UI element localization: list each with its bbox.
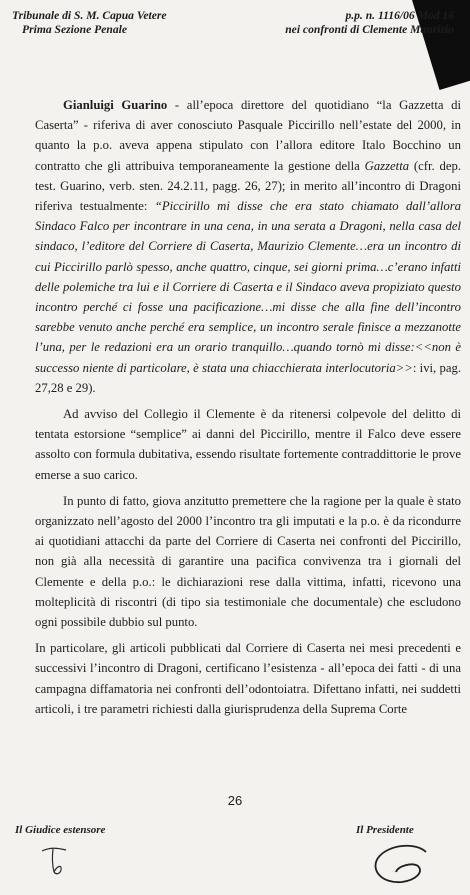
- newspaper-title: Gazzetta: [364, 158, 410, 173]
- page-number: 26: [227, 793, 243, 808]
- paragraph-articles: In particolare, gli articoli pubblicati dal Corriere di Caserta nei mesi precedenti e successivi l’incontro di Dragoni, certificano l’esistenza - all’epoca dei fatti - di una campagna diffamatoria nei confronti dell’odontoiatra. Difettano infatti, nei suddetti articoli, i tre parametri richiesti dalla giurisprudenza della Suprema Corte: [35, 641, 461, 716]
- judge-signature-icon: [38, 842, 72, 878]
- header-case-subject: nei confronti di Clemente Maurizio: [285, 23, 454, 36]
- president-signature-icon: [366, 842, 436, 890]
- paragraph-text: : ivi, pag. 27,28 e 29).: [35, 360, 461, 395]
- paragraph-facts: In punto di fatto, giova anzitutto premettere che la ragione per la quale è stato organizzato nell’agosto del 2000 l’incontro tra gli imputati e la p.o. è da ricondurre ai quotidiani attacchi da parte del Corriere di Caserta nei confronti del Piccirillo, non già alla necessità di garantire una pacifica convivenza tra i giornali del Clemente e della p.o.: le dichiarazioni rese dalla vittima, infatti, ricevono una molteplicità di riscontri (di tipo sia testimoniale che documentale) che escludono ogni possibile dubbio sul punto.: [35, 493, 461, 630]
- paragraph-guarino: [35, 95, 461, 398]
- paragraph-verdict: Ad avviso del Collegio il Clemente è da ritenersi colpevole del delitto di tentata estorsione “semplice” ai danni del Piccirillo, mentre il Falco deve essere assolto con formula dubitativa, essendo risultate fortemente contraddittorie le prove emerse a suo carico.: [35, 407, 461, 482]
- header-case-number: p.p. n. 1116/06 Mod 16: [345, 9, 454, 22]
- document-body: [35, 95, 461, 725]
- header-court: [12, 9, 167, 37]
- header-court-section: Prima Sezione Penale: [22, 23, 127, 36]
- signature-label-judge: Il Giudice estensore: [15, 824, 106, 836]
- paragraph-text: (cfr. dep. test. Guarino, verb. sten. 24.2.11, pagg. 26, 27); in merito all’incontro di Dragoni riferiva testualmente:: [35, 158, 461, 214]
- header-court-name: Tribunale di S. M. Capua Vetere: [12, 9, 167, 22]
- testimony-quote: “Piccirillo mi disse che era stato chiamato dall’allora Sindaco Falco per incontrare in una cena, in una serata a Dragoni, nella casa del sindaco, l’editore del Corriere di Caserta, Maurizio Clemente…era un incontro di cui Piccirillo parlò spesso, anche quattro, cinque, sei giorni prima…c’erano infatti delle polemiche tra lui e il Corriere di Caserta e il Sindaco aveva propiziato questo incontro perché ci fosse una pacificazione…mi disse che alla fine dell’incontro sarebbe venuto anche perché era semplice, un incontro serale finisce a mezzanotte l’una, per le redazioni era un orario tranquillo…quando tornò mi disse:<<non è successo niente di particolare, è stata una chiacchierata interlocutoria>>: [35, 199, 461, 375]
- header-case: [258, 9, 454, 37]
- paragraph-text: - all’epoca direttore del quotidiano “la Gazzetta di Caserta” - riferiva di aver conosciuto Pasquale Piccirillo nell’estate del 2000, in quanto la p.o. aveva appena stipulato con l’allora editore Italo Bocchino un contratto che gli attribuiva temporaneamente la gestione della: [35, 98, 462, 173]
- signature-label-president: Il Presidente: [356, 824, 414, 836]
- witness-name: Gianluigi Guarino: [63, 98, 168, 112]
